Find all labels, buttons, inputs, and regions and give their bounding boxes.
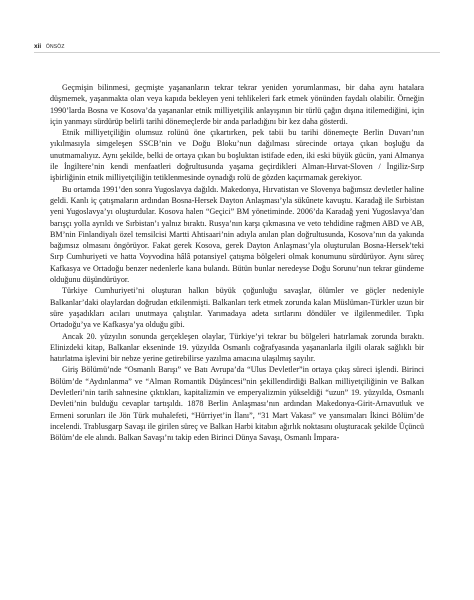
paragraph: Ancak 20. yüzyılın sonunda gerçekleşen olaylar, Türkiye’yi tekrar bu bölgeleri hatırlamak zorunda bıraktı. Elinizdeki kitap, Balkanlar ekseninde 19. yüzyılda Osmanlı coğrafyasında yaşananlarla ilgili olarak sağlıklı bir hatırlatma işlevini bir nebze yerine getirebilirse yazılma amacına ulaşılmış sayılır. [50, 331, 424, 364]
paragraph: Geçmişin bilinmesi, geçmişte yaşananların tekrar tekrar yeniden yorumlanması, bir daha aynı hatalara düşmemek, yaşanmakta olan veya kapıda bekleyen yeni tehlikeleri fark etmek yönünden faydalı olabilir. Örneğin 1990’larda Bosna ve Kosova’da yaşananlar etnik milliyetçilik anlayışının bir türlü çağın dışına itilemediğini, için için yanmayı sürdürüp belirli tarihi dönemeçlerde bir anda parladığını bir kez daha gösterdi. [50, 83, 424, 126]
running-title: ÖNSÖZ [45, 44, 65, 50]
page-number: xii [34, 43, 42, 50]
paragraph: Bu ortamda 1991’den sonra Yugoslavya dağıldı. Makedonya, Hırvatistan ve Slovenya bağımsız devletler haline geldi. Kanlı iç çatışmaların ardından Bosna-Hersek Dayton Anlaşması’yla sükûnete kavuştu. Karadağ ile Sırbistan yeni Yugoslavya’yı oluşturdular. Kosova halen “Geçici” BM yönetiminde. 2006’da Karadağ yeni Yugoslavya’dan barışçı yolla ayrıldı ve Sırbistan’ı yalnız bıraktı. Rusya’nın karşı çıkmasına ve veto tehdidine rağmen ABD ve AB, BM’nin Finlandiyalı özel temsilcisi Martti Ahtisaari’nin adıyla anılan plan doğrultusunda, Kosova’nın da yakında bağımsız olmasını öngörüyor. Fakat gerek Kosova, gerek Dayton Anlaşması’yla oluşturulan Bosna-Hersek’teki Sırp Cumhuriyeti ve hatta Voyvodina hâlâ potansiyel çatışma bölgeleri olmak konumunu sürdürüyor. Aynı süreç Kafkasya ve Ortadoğu benzer nedenlerle kana bulandı. Bütün bunlar neredeyse Doğu Sorunu’nun tekrar gündeme olduğunu düşündürüyor. [50, 184, 424, 285]
paragraph: Türkiye Cumhuriyeti’ni oluşturan halkın büyük çoğunluğu savaşlar, ölümler ve göçler nedeniyle Balkanlar’daki olaylardan doğrudan etkilenmişti. Balkanları terk etmek zorunda kalan Müslüman-Türkler uzun bir süre yaşadıkları acıları unutmaya çalıştılar. Yarımadaya adeta sırtlarını döndüler ve ilgilenmediler. Tıpkı Ortadoğu’ya ve Kafkasya’ya olduğu gibi. [50, 286, 424, 330]
paragraph: Etnik milliyetçiliğin olumsuz rolünü öne çıkartırken, pek tabii bu tarihi dönemeçte Berlin Duvarı’nın yıkılmasıyla simgeleşen SSCB’nin ve Doğu Bloku’nun dağılması sürecinde ortaya çıkan boşluğu da unutmamalıyız. Aynı şekilde, belki de ortaya çıkan bu boşluktan istifade eden, iki eski büyük gücün, yani Almanya ile İngiltere’nin kendi menfaatleri doğrultusunda yaşama geçirdikleri Alman-Hırvat-Sloven / İngiliz-Sırp işbirliğinin etnik milliyetçiliğin tetiklenmesinde oynadığı rolü de gözden kaçırmamak gerekiyor. [50, 128, 424, 183]
paragraph: Giriş Bölümü’nde “Osmanlı Barışı” ve Batı Avrupa’da “Ulus Devletler”in ortaya çıkış süreci işlendi. Birinci Bölüm’de “Aydınlanma” ve “Alman Romantik Düşüncesi”nin şekillendirdiği Balkan milliyetçiliğinin ve Balkan Devletleri’nin tarih sahnesine çıktıkları, kapitalizmin ve emperyalizmin yükseldiği “uzun” 19. yüzyılda, Osmanlı Devleti’nin bulduğu cevaplar tartışıldı. 1878 Berlin Anlaşması’nın ardından Makedonya-Girit-Arnavutluk ve Ermeni sorunları ile Jön Türk muhalefeti, “Hürriyet’in İlanı”, “31 Mart Vakası” ve yansımaları İkinci Bölüm’de incelendi. Trablusgarp Savaşı ile girilen süreç ve Balkan Harbi kitabın ağırlık noktasını oluşturacak şekilde Üçüncü Bölüm’de ele alındı. Balkan Savaşı’nı takip eden Birinci Dünya Savaşı, Osmanlı İmpara- [50, 365, 424, 443]
running-header [34, 43, 440, 53]
body-text [50, 82, 424, 444]
